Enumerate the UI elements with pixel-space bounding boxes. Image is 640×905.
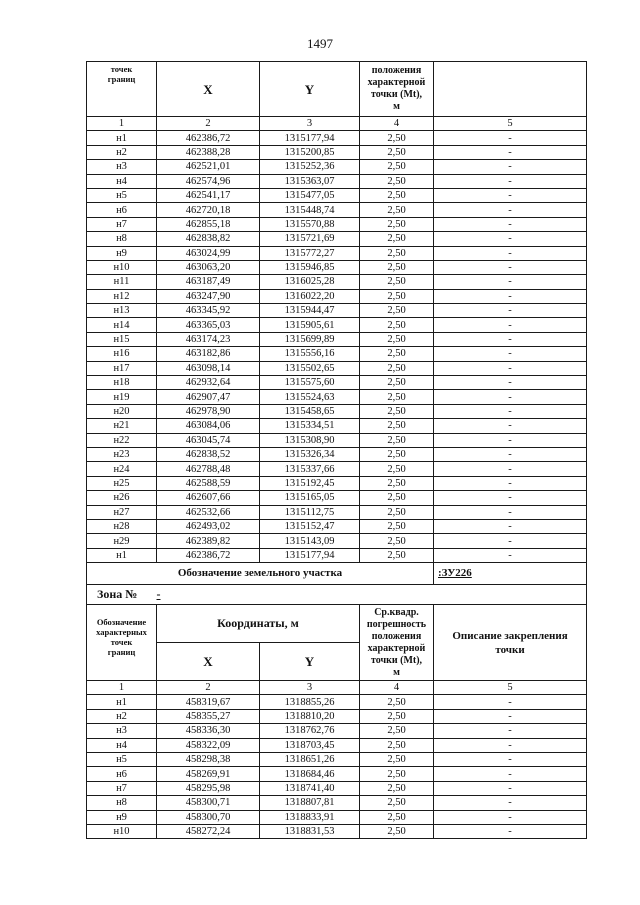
description-value: - [434,174,587,188]
precision-value: 2,50 [360,217,434,231]
description-value: - [434,491,587,505]
x-coordinate: 462932,64 [157,376,260,390]
table-row [87,548,587,562]
header-precision: Ср.квадр. погрешность положения характерной точки (Mt), м [360,605,434,681]
y-coordinate: 1315477,05 [260,188,360,202]
point-id: н2 [87,145,157,159]
precision-value: 2,50 [360,548,434,562]
x-coordinate: 463063,20 [157,260,260,274]
precision-value: 2,50 [360,390,434,404]
description-value: - [434,347,587,361]
x-coordinate: 458272,24 [157,824,260,838]
y-coordinate: 1318855,26 [260,695,360,709]
table-row [87,188,587,202]
point-id: н19 [87,390,157,404]
point-id: н14 [87,318,157,332]
y-coordinate: 1315252,36 [260,160,360,174]
point-id: н17 [87,361,157,375]
column-numbers-row [87,681,587,695]
x-coordinate: 458298,38 [157,752,260,766]
zone-label: Зона № [87,585,157,605]
description-value: - [434,260,587,274]
point-id: н4 [87,174,157,188]
table-row [87,203,587,217]
description-value: - [434,447,587,461]
precision-value: 2,50 [360,491,434,505]
description-value: - [434,709,587,723]
point-id: н9 [87,246,157,260]
y-coordinate: 1315177,94 [260,131,360,145]
x-coordinate: 462386,72 [157,131,260,145]
table-row [87,462,587,476]
x-coordinate: 458355,27 [157,709,260,723]
description-value: - [434,695,587,709]
x-coordinate: 458300,71 [157,796,260,810]
point-id: н3 [87,160,157,174]
table-row [87,752,587,766]
x-coordinate: 462588,59 [157,476,260,490]
y-coordinate: 1318684,46 [260,767,360,781]
header-y: Y [260,62,360,117]
description-value: - [434,433,587,447]
y-coordinate: 1315337,66 [260,462,360,476]
x-coordinate: 463247,90 [157,289,260,303]
description-value: - [434,217,587,231]
y-coordinate: 1315575,60 [260,376,360,390]
y-coordinate: 1315112,75 [260,505,360,519]
table-row [87,695,587,709]
precision-value: 2,50 [360,160,434,174]
precision-value: 2,50 [360,289,434,303]
plot-row [87,563,587,585]
precision-value: 2,50 [360,695,434,709]
precision-value: 2,50 [360,419,434,433]
point-id: н18 [87,376,157,390]
x-coordinate: 462720,18 [157,203,260,217]
precision-value: 2,50 [360,318,434,332]
precision-value: 2,50 [360,519,434,533]
description-value: - [434,131,587,145]
y-coordinate: 1315326,34 [260,447,360,461]
y-coordinate: 1315143,09 [260,534,360,548]
point-id: н9 [87,810,157,824]
y-coordinate: 1315152,47 [260,519,360,533]
table-row [87,318,587,332]
point-id: н4 [87,738,157,752]
precision-value: 2,50 [360,246,434,260]
precision-value: 2,50 [360,767,434,781]
y-coordinate: 1318810,20 [260,709,360,723]
description-value: - [434,160,587,174]
header-description [434,62,587,117]
table-row [87,419,587,433]
point-id: н26 [87,491,157,505]
x-coordinate: 458300,70 [157,810,260,824]
header-point-label: Обозначение характерных точек границ [87,605,157,681]
description-value: - [434,738,587,752]
table-row [87,519,587,533]
zone-row [87,585,587,605]
y-coordinate: 1315944,47 [260,304,360,318]
description-value: - [434,419,587,433]
x-coordinate: 462389,82 [157,534,260,548]
y-coordinate: 1318703,45 [260,738,360,752]
x-coordinate: 458269,91 [157,767,260,781]
table-row [87,390,587,404]
description-value: - [434,304,587,318]
y-coordinate: 1315570,88 [260,217,360,231]
description-value: - [434,332,587,346]
y-coordinate: 1315363,07 [260,174,360,188]
table-row [87,232,587,246]
x-coordinate: 462574,96 [157,174,260,188]
header-precision: положения характерной точки (Mt), м [360,62,434,117]
description-value: - [434,318,587,332]
point-id: н27 [87,505,157,519]
table-row [87,796,587,810]
point-id: н7 [87,217,157,231]
description-value: - [434,534,587,548]
description-value: - [434,796,587,810]
y-coordinate: 1315192,45 [260,476,360,490]
point-id: н15 [87,332,157,346]
table-row [87,476,587,490]
column-number: 4 [360,681,434,695]
x-coordinate: 463365,03 [157,318,260,332]
table-row [87,534,587,548]
y-coordinate: 1315772,27 [260,246,360,260]
y-coordinate: 1318831,53 [260,824,360,838]
table-row [87,361,587,375]
x-coordinate: 462907,47 [157,390,260,404]
table-row [87,304,587,318]
point-id: н25 [87,476,157,490]
description-value: - [434,275,587,289]
precision-value: 2,50 [360,232,434,246]
precision-value: 2,50 [360,332,434,346]
table-row [87,217,587,231]
zone-value [157,585,587,605]
y-coordinate: 1315200,85 [260,145,360,159]
column-number: 1 [87,681,157,695]
table-row [87,246,587,260]
column-number: 1 [87,117,157,131]
description-value: - [434,390,587,404]
x-coordinate: 463187,49 [157,275,260,289]
y-coordinate: 1315177,94 [260,548,360,562]
point-id: н1 [87,695,157,709]
table-row [87,824,587,838]
x-coordinate: 462386,72 [157,548,260,562]
table-row [87,376,587,390]
table-row [87,724,587,738]
column-number: 2 [157,681,260,695]
x-coordinate: 463045,74 [157,433,260,447]
header-x: X [157,643,260,681]
precision-value: 2,50 [360,505,434,519]
description-value: - [434,505,587,519]
point-id: н5 [87,188,157,202]
precision-value: 2,50 [360,203,434,217]
point-id: н2 [87,709,157,723]
header-x: X [157,62,260,117]
plot-value [434,563,587,585]
column-number: 5 [434,117,587,131]
precision-value: 2,50 [360,304,434,318]
y-coordinate: 1316025,28 [260,275,360,289]
table-row [87,174,587,188]
x-coordinate: 462541,17 [157,188,260,202]
y-coordinate: 1315556,16 [260,347,360,361]
table-row [87,332,587,346]
y-coordinate: 1315458,65 [260,404,360,418]
table-row [87,404,587,418]
coordinates-table-2 [86,584,587,839]
y-coordinate: 1315448,74 [260,203,360,217]
precision-value: 2,50 [360,174,434,188]
precision-value: 2,50 [360,810,434,824]
table-row [87,160,587,174]
column-numbers-row [87,117,587,131]
point-id: н10 [87,824,157,838]
point-id: н10 [87,260,157,274]
x-coordinate: 462493,02 [157,519,260,533]
point-id: н6 [87,767,157,781]
header-description: Описание закрепления точки [434,605,587,681]
precision-value: 2,50 [360,188,434,202]
point-id: н20 [87,404,157,418]
description-value: - [434,462,587,476]
table-row [87,505,587,519]
x-coordinate: 458319,67 [157,695,260,709]
description-value: - [434,404,587,418]
description-value: - [434,767,587,781]
precision-value: 2,50 [360,738,434,752]
x-coordinate: 458336,30 [157,724,260,738]
precision-value: 2,50 [360,752,434,766]
precision-value: 2,50 [360,476,434,490]
precision-value: 2,50 [360,824,434,838]
column-number: 2 [157,117,260,131]
x-coordinate: 462838,82 [157,232,260,246]
y-coordinate: 1315946,85 [260,260,360,274]
x-coordinate: 462532,66 [157,505,260,519]
table-row [87,131,587,145]
table-row [87,145,587,159]
x-coordinate: 458322,09 [157,738,260,752]
description-value: - [434,781,587,795]
point-id: н21 [87,419,157,433]
table-row [87,433,587,447]
table-row [87,767,587,781]
x-coordinate: 462855,18 [157,217,260,231]
header-coordinates: Координаты, м [157,605,360,643]
description-value: - [434,519,587,533]
point-id: н11 [87,275,157,289]
precision-value: 2,50 [360,724,434,738]
point-id: н24 [87,462,157,476]
precision-value: 2,50 [360,709,434,723]
x-coordinate: 463182,86 [157,347,260,361]
point-id: н3 [87,724,157,738]
description-value: - [434,824,587,838]
column-number: 3 [260,117,360,131]
x-coordinate: 458295,98 [157,781,260,795]
point-id: н8 [87,796,157,810]
precision-value: 2,50 [360,447,434,461]
point-id: н28 [87,519,157,533]
precision-value: 2,50 [360,145,434,159]
precision-value: 2,50 [360,347,434,361]
precision-value: 2,50 [360,433,434,447]
plot-label: Обозначение земельного участка [87,563,434,585]
precision-value: 2,50 [360,376,434,390]
description-value: - [434,145,587,159]
table-row [87,260,587,274]
point-id: н6 [87,203,157,217]
x-coordinate: 462978,90 [157,404,260,418]
y-coordinate: 1316022,20 [260,289,360,303]
table-row [87,289,587,303]
y-coordinate: 1315721,69 [260,232,360,246]
precision-value: 2,50 [360,260,434,274]
description-value: - [434,752,587,766]
x-coordinate: 463174,23 [157,332,260,346]
x-coordinate: 462838,52 [157,447,260,461]
y-coordinate: 1315334,51 [260,419,360,433]
coordinates-table-1 [86,61,587,585]
table-row [87,275,587,289]
point-id: н1 [87,131,157,145]
zone-number: - [156,587,161,601]
y-coordinate: 1315308,90 [260,433,360,447]
description-value: - [434,188,587,202]
point-id: н7 [87,781,157,795]
plot-id: :ЗУ226 [438,567,472,580]
table-row [87,347,587,361]
description-value: - [434,232,587,246]
x-coordinate: 462521,01 [157,160,260,174]
description-value: - [434,548,587,562]
description-value: - [434,376,587,390]
y-coordinate: 1318651,26 [260,752,360,766]
description-value: - [434,810,587,824]
point-id: н23 [87,447,157,461]
column-number: 4 [360,117,434,131]
precision-value: 2,50 [360,361,434,375]
table-row [87,810,587,824]
point-id: н1 [87,548,157,562]
table-row [87,709,587,723]
header-y: Y [260,643,360,681]
column-number: 5 [434,681,587,695]
y-coordinate: 1318807,81 [260,796,360,810]
y-coordinate: 1315502,65 [260,361,360,375]
table-row [87,781,587,795]
y-coordinate: 1315165,05 [260,491,360,505]
x-coordinate: 463024,99 [157,246,260,260]
x-coordinate: 462788,48 [157,462,260,476]
point-id: н12 [87,289,157,303]
page-number: 1497 [307,36,333,51]
column-number: 3 [260,681,360,695]
point-id: н13 [87,304,157,318]
x-coordinate: 463098,14 [157,361,260,375]
x-coordinate: 463084,06 [157,419,260,433]
table-row [87,447,587,461]
description-value: - [434,476,587,490]
precision-value: 2,50 [360,404,434,418]
y-coordinate: 1315524,63 [260,390,360,404]
point-id: н29 [87,534,157,548]
description-value: - [434,724,587,738]
point-id: н16 [87,347,157,361]
precision-value: 2,50 [360,796,434,810]
description-value: - [434,289,587,303]
description-value: - [434,361,587,375]
x-coordinate: 462388,28 [157,145,260,159]
precision-value: 2,50 [360,131,434,145]
y-coordinate: 1315905,61 [260,318,360,332]
point-id: н5 [87,752,157,766]
point-id: н8 [87,232,157,246]
table-row [87,491,587,505]
description-value: - [434,203,587,217]
precision-value: 2,50 [360,781,434,795]
precision-value: 2,50 [360,275,434,289]
header-point-label: точек границ [87,62,157,117]
point-id: н22 [87,433,157,447]
table-row [87,738,587,752]
description-value: - [434,246,587,260]
y-coordinate: 1318741,40 [260,781,360,795]
y-coordinate: 1318833,91 [260,810,360,824]
precision-value: 2,50 [360,534,434,548]
x-coordinate: 462607,66 [157,491,260,505]
x-coordinate: 463345,92 [157,304,260,318]
y-coordinate: 1315699,89 [260,332,360,346]
y-coordinate: 1318762,76 [260,724,360,738]
precision-value: 2,50 [360,462,434,476]
